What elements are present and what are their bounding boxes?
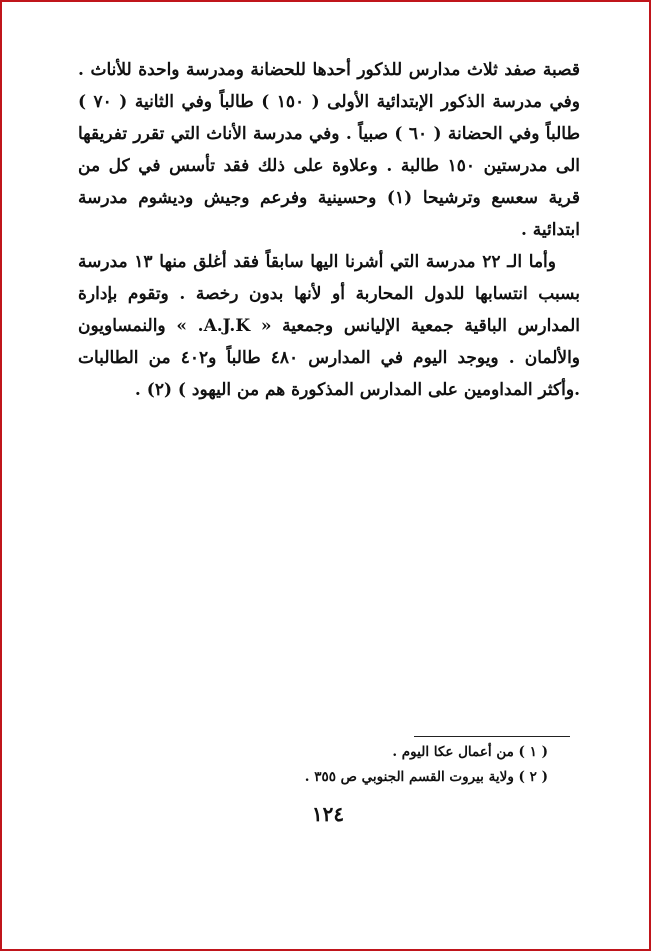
footnotes bbox=[202, 740, 548, 790]
body-paragraph-2: وأما الـ ٢٢ مدرسة التي أشرنا اليها سابقاً فقد أغلق منها ١٣ مدرسة بسبب انتسابها للدول المحاربة أو لأنها بدون رخصة . وتقوم بإدارة المدارس الباقية جمعية الإليانس وجمعية « A.J.K. » والنمساويون والألمان . ويوجد اليوم في المدارس ٤٨٠ طالباً و٤٠٢ من الطالبات .وأكثر المداومين على المدارس المذكورة هم من اليهود ) (٢) . bbox=[78, 252, 581, 400]
footnote-1: ( ١ ) من أعمال عكا اليوم . bbox=[392, 744, 548, 760]
body-paragraph-1: قصبة صفد ثلاث مدارس للذكور أحدها للحضانة ومدرسة واحدة للأناث . وفي مدرسة الذكور الإبتدائية الأولى ( ١٥٠ ) طالباً وفي الثانية ( ٧٠ ) طالباً وفي الحضانة ( ٦٠ ) صبياً . وفي مدرسة الأناث التي تقرر تفريقها الى مدرستين ١٥٠ طالبة . وعلاوة على ذلك فقد تأسس في كل من قرية سعسع وترشيحا (١) وحسينية وفرعم وجيش وديشوم مدرسة ابتدائية . bbox=[78, 60, 581, 240]
footnote-divider bbox=[414, 736, 570, 737]
footnote-2: ( ٢ ) ولاية بيروت القسم الجنوبي ص ٣٥٥ . bbox=[304, 769, 548, 785]
page-number: ١٢٤ bbox=[311, 802, 345, 826]
